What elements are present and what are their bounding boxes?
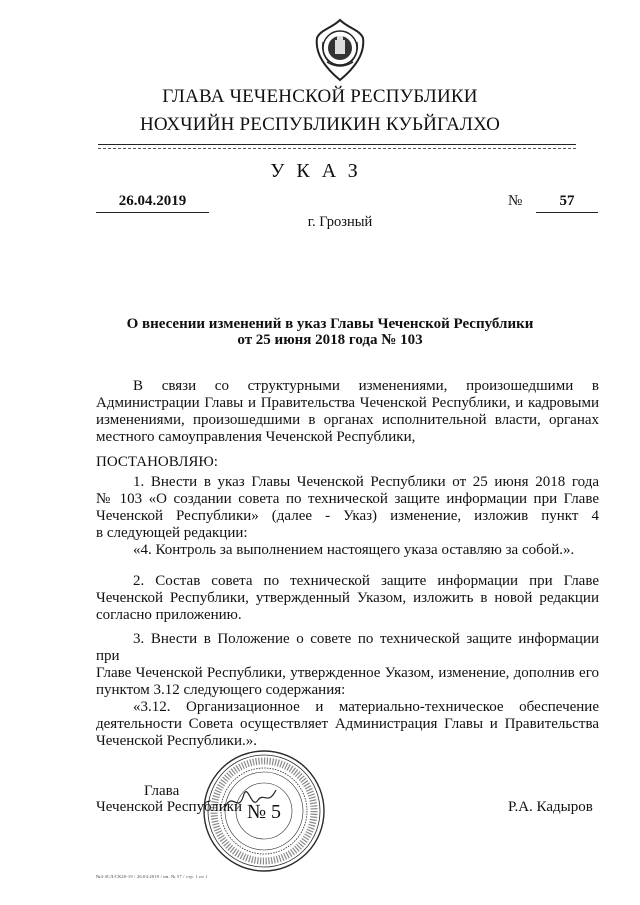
document-type: УКАЗ — [270, 160, 370, 182]
seal-number: № 5 — [246, 801, 282, 823]
document-subject — [110, 316, 550, 348]
preamble — [96, 378, 599, 446]
quote-line: «3.12. Организационное и материально-техническое обеспечение — [133, 699, 599, 715]
quote-line: деятельности Совета осуществляет Администрация Главы и Правительства — [96, 716, 599, 732]
signatory-name: Р.А. Кадыров — [508, 799, 593, 815]
item-line: Чеченской Республики» (далее - Указ) изменение, изложив пункт 4 — [96, 508, 599, 524]
header-rule-bottom — [98, 148, 576, 149]
item-1 — [96, 474, 599, 559]
quote-line: Чеченской Республики.». — [96, 733, 257, 749]
item-quote: «4. Контроль за выполнением настоящего указа оставляю за собой.». — [133, 542, 575, 558]
header-rule-top — [98, 144, 576, 145]
item-line: 2. Состав совета по технической защите информации при Главе — [133, 573, 599, 589]
item-2 — [96, 573, 599, 624]
signatory-title-line2: Чеченской Республики — [96, 799, 242, 815]
item-3 — [96, 631, 599, 750]
subject-line: от 25 июня 2018 года № 103 — [237, 332, 423, 348]
item-line: № 103 «О создании совета по технической защите информации при Главе — [96, 491, 599, 507]
city: г. Грозный — [307, 214, 373, 230]
subject-line: О внесении изменений в указ Главы Чеченской Республики — [126, 316, 534, 332]
issuer-title-ce: НОХЧИЙН РЕСПУБЛИКИН КУЬЙГАЛХО — [139, 114, 501, 135]
item-line: Главе Чеченской Республики, утвержденное Указом, изменение, дополнив его — [96, 665, 599, 681]
issuer-title-ru: ГЛАВА ЧЕЧЕНСКОЙ РЕСПУБЛИКИ — [162, 86, 478, 107]
document-footer-code: №4-ЗСЛ/СК20-19 / 26.04.2019 / ин. № 57 / стр. 1 из 1 — [96, 874, 208, 879]
item-line: согласно приложению. — [96, 607, 242, 623]
item-line: 3. Внести в Положение о совете по технической защите информации при — [96, 631, 599, 664]
preamble-line: Администрации Главы и Правительства Чеченской Республики, и кадровыми — [96, 395, 599, 411]
document-number: 57 — [536, 193, 598, 213]
item-line: Чеченской Республики, утвержденный Указом, изложить в новой редакции — [96, 590, 599, 606]
coat-of-arms-emblem — [313, 18, 367, 82]
document-date: 26.04.2019 — [96, 193, 209, 213]
item-line: 1. Внести в указ Главы Чеченской Республики от 25 июня 2018 года — [133, 474, 599, 490]
signatory-title-line1: Глава — [144, 783, 180, 799]
decree-word: ПОСТАНОВЛЯЮ: — [96, 454, 218, 470]
item-line: в следующей редакции: — [96, 525, 248, 541]
preamble-line: местного самоуправления Чеченской Республики, — [96, 429, 416, 445]
preamble-line: изменениями, произошедшими в органах исполнительной власти, органах — [96, 412, 599, 428]
preamble-line: В связи со структурными изменениями, произошедшими в — [133, 378, 599, 394]
number-label: № — [508, 193, 523, 209]
handwritten-signature — [220, 780, 280, 820]
item-line: пунктом 3.12 следующего содержания: — [96, 682, 346, 698]
